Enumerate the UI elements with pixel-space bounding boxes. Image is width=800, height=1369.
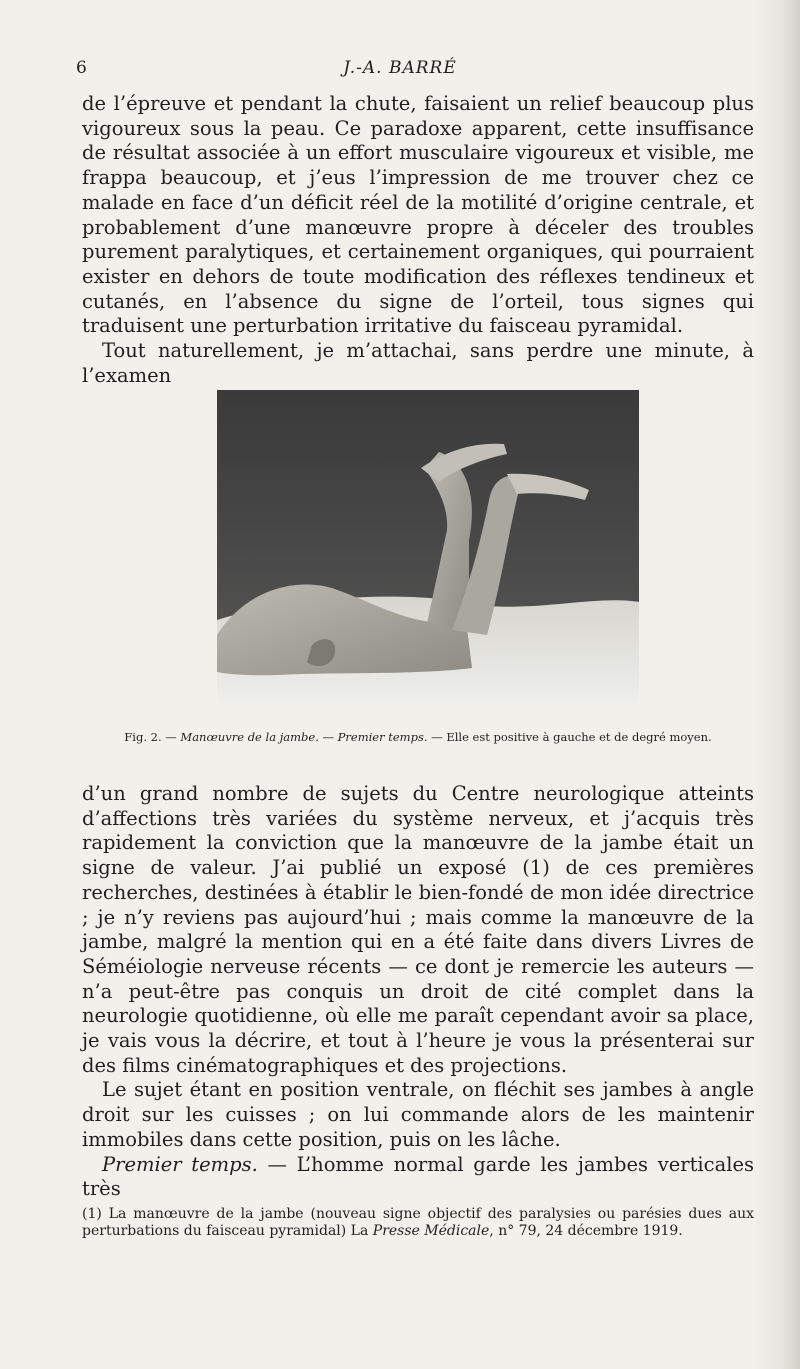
footnote-journal: Presse Médicale	[372, 1223, 490, 1239]
paragraph-text: — L’homme normal garde les jambes verticales très	[82, 1152, 755, 1201]
figure-caption	[82, 730, 754, 744]
section-lead: Premier temps.	[102, 1152, 258, 1176]
body-text-top	[82, 92, 754, 388]
running-header	[0, 58, 800, 84]
caption-phase: Premier temps.	[337, 730, 428, 744]
page-edge-shadow	[754, 0, 800, 1369]
page-number: 6	[76, 58, 87, 78]
paragraph: de l’épreuve et pendant la chute, faisaient un relief beaucoup plus vigoureux sous la peau. Ce paradoxe apparent, cette insuffisance de résultat associée à un effort musculaire vigoureux et visible, me frappa beaucoup, et j’eus l’impression de me trouver chez ce malade en face d’un déficit réel de la motilité d’origine centrale, et probablement d’une manœuvre propre à déceler des troubles purement paralytiques, et certainement organiques, qui pourraient exister en dehors de toute modification des réflexes tendineux et cutanés, en l’absence du signe de l’orteil, tous signes qui traduisent une perturbation irritative du faisceau pyramidal.	[82, 92, 754, 338]
photo-legs-manoeuvre-icon	[217, 390, 639, 702]
body-text-bottom	[82, 782, 754, 1202]
caption-dash: —	[431, 730, 443, 744]
footnote-text: La manœuvre de la jambe (nouveau signe objectif des paralysies ou parésies dues aux perturbations du faisceau pyramidal) La	[82, 1206, 754, 1239]
paragraph: Le sujet étant en position ventrale, on fléchit ses jambes à angle droit sur les cuisses ; on lui commande alors de les maintenir immobiles dans cette position, puis on les lâche.	[82, 1078, 754, 1151]
caption-dash: —	[165, 730, 177, 744]
footnote	[82, 1206, 754, 1240]
caption-label: Fig. 2.	[124, 730, 162, 744]
footnote-marker: (1)	[82, 1206, 102, 1222]
paragraph	[82, 1153, 754, 1202]
paragraph: d’un grand nombre de sujets du Centre neurologique atteints d’affections très variées du système nerveux, et j’acquis très rapidement la conviction que la manœuvre de la jambe était un signe de valeur. J’ai publié un exposé (1) de ces premières recherches, destinées à établir le bien-fondé de mon idée directrice ; je n’y reviens pas aujourd’hui ; mais comme la manœuvre de la jambe, malgré la mention qui en a été faite dans divers Livres de Séméiologie nerveuse récents — ce dont je remercie les auteurs — n’a peut-être pas conquis un droit de cité complet dans la neurologie quotidienne, où elle me paraît cependant avoir sa place, je vais vous la décrire, et tout à l’heure je vous la présenterai sur des films cinématographiques et des projections.	[82, 782, 754, 1077]
caption-text: Elle est positive à gauche et de degré moyen.	[446, 730, 712, 744]
running-head-author: J.-A. BARRÉ	[343, 58, 457, 78]
figure-photograph	[217, 390, 639, 702]
footnote-text: , n° 79, 24 décembre 1919.	[489, 1223, 683, 1239]
paragraph: Tout naturellement, je m’attachai, sans perdre une minute, à l’examen	[82, 339, 754, 387]
caption-title: Manœuvre de la jambe.	[180, 730, 319, 744]
caption-dash: —	[322, 730, 335, 744]
